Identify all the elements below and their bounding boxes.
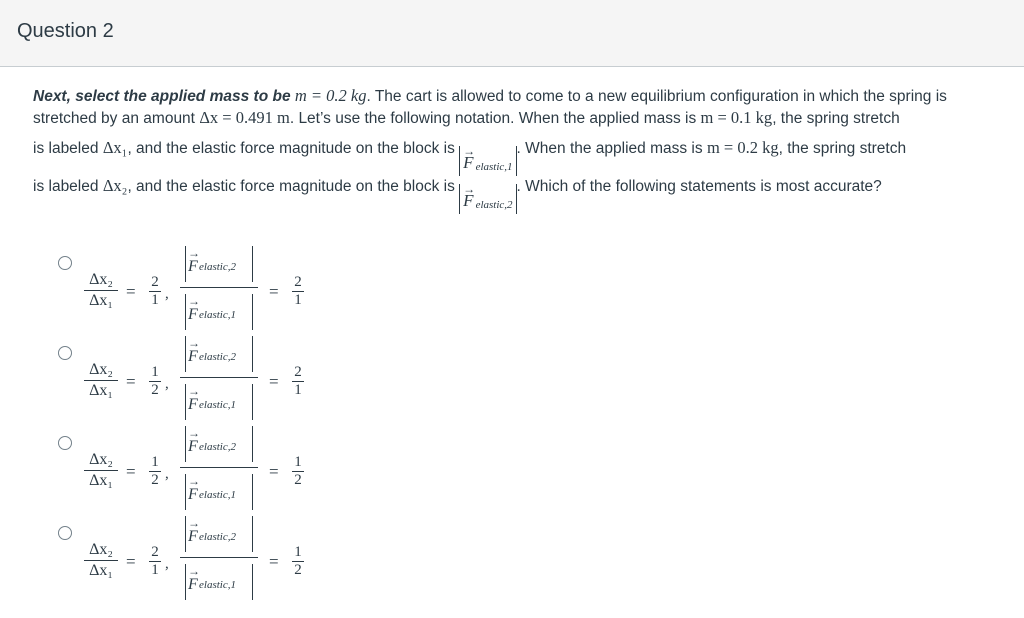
force-subscript: elastic,2 bbox=[199, 351, 236, 363]
comma: , bbox=[165, 376, 169, 392]
value-numerator: 2 bbox=[151, 274, 159, 290]
radio-button[interactable] bbox=[58, 526, 72, 540]
question-line-1 bbox=[33, 85, 1008, 107]
equals-sign: = bbox=[269, 282, 279, 301]
value-denominator: 1 bbox=[294, 292, 302, 308]
force-subscript: elastic,1 bbox=[199, 399, 236, 411]
force-ratio-value bbox=[292, 454, 304, 489]
value-numerator: 1 bbox=[294, 544, 302, 560]
value-numerator: 1 bbox=[294, 454, 302, 470]
equals-sign: = bbox=[269, 372, 279, 391]
question-text-segment: . When the applied mass is bbox=[516, 140, 703, 157]
value-numerator: 2 bbox=[294, 364, 302, 380]
force-vector-symbol: → F bbox=[188, 486, 198, 504]
value-denominator: 2 bbox=[294, 472, 302, 488]
ratio-denominator: Δx₁ bbox=[89, 382, 113, 399]
force-subscript: elastic,1 bbox=[199, 489, 236, 501]
equals-sign: = bbox=[126, 462, 136, 481]
value-numerator: 1 bbox=[151, 364, 159, 380]
mass-equation: m = 0.2 kg bbox=[706, 138, 779, 157]
question-intro: Next, select the applied mass to be bbox=[33, 88, 291, 105]
stretch-ratio bbox=[84, 451, 118, 490]
radio-button[interactable] bbox=[58, 346, 72, 360]
ratio-denominator: Δx₁ bbox=[89, 472, 113, 489]
question-line-3 bbox=[33, 137, 1008, 173]
question-text-segment: . The cart is allowed to come to a new equilibrium configuration in which the spring is bbox=[366, 88, 947, 105]
force-magnitude-1 bbox=[459, 146, 516, 176]
force-subscript: elastic,2 bbox=[199, 261, 236, 273]
force-ratio bbox=[180, 426, 258, 510]
comma: , bbox=[165, 286, 169, 302]
force-vector-symbol: → F bbox=[463, 191, 473, 210]
ratio-numerator: Δx₂ bbox=[89, 451, 113, 468]
answer-option-2[interactable] bbox=[58, 346, 318, 426]
ratio-denominator: Δx₁ bbox=[89, 292, 113, 309]
value-denominator: 1 bbox=[151, 292, 159, 308]
value-denominator: 2 bbox=[151, 472, 159, 488]
mass-equation: m = 0.1 kg bbox=[700, 108, 773, 127]
force-vector-symbol: → F bbox=[188, 258, 198, 276]
force-vector-symbol: → F bbox=[188, 306, 198, 324]
equals-sign: = bbox=[126, 282, 136, 301]
force-ratio bbox=[180, 516, 258, 600]
equals-sign: = bbox=[126, 372, 136, 391]
comma: , bbox=[165, 466, 169, 482]
stretch-ratio bbox=[84, 271, 118, 310]
force-vector-symbol: → F bbox=[188, 528, 198, 546]
force-ratio-value bbox=[292, 274, 304, 309]
question-text-segment: , and the elastic force magnitude on the block is bbox=[127, 178, 455, 195]
force-vector-symbol: → F bbox=[188, 396, 198, 414]
value-denominator: 2 bbox=[294, 562, 302, 578]
stretch-ratio bbox=[84, 541, 118, 580]
force-vector-symbol: → F bbox=[188, 348, 198, 366]
value-denominator: 1 bbox=[294, 382, 302, 398]
question-text-segment: , and the elastic force magnitude on the block is bbox=[127, 140, 455, 157]
ratio-numerator: Δx₂ bbox=[89, 361, 113, 378]
force-subscript: elastic,2 bbox=[199, 531, 236, 543]
question-line-4 bbox=[33, 175, 1008, 211]
question-text-segment: , the spring stretch bbox=[772, 110, 900, 127]
question-text bbox=[33, 85, 1008, 211]
stretch-ratio bbox=[84, 361, 118, 400]
equals-sign: = bbox=[126, 552, 136, 571]
stretch-symbol: Δx₁ bbox=[102, 138, 128, 157]
value-denominator: 2 bbox=[151, 382, 159, 398]
question-text-segment: is labeled bbox=[33, 140, 99, 157]
mass-equation: m = 0.2 kg bbox=[294, 86, 367, 105]
force-subscript: elastic,1 bbox=[475, 161, 513, 173]
ratio-numerator: Δx₂ bbox=[89, 541, 113, 558]
ratio-denominator: Δx₁ bbox=[89, 562, 113, 579]
question-text-segment: is labeled bbox=[33, 178, 99, 195]
value-numerator: 2 bbox=[151, 544, 159, 560]
force-subscript: elastic,2 bbox=[199, 441, 236, 453]
question-text-segment: . Which of the following statements is most accurate? bbox=[516, 178, 882, 195]
stretch-ratio-value bbox=[149, 544, 161, 579]
stretch-symbol: Δx₂ bbox=[102, 176, 128, 195]
equals-sign: = bbox=[269, 552, 279, 571]
question-text-segment: , the spring stretch bbox=[778, 140, 907, 157]
question-header bbox=[0, 0, 1024, 67]
question-line-2 bbox=[33, 107, 1008, 129]
force-subscript: elastic,2 bbox=[475, 199, 513, 211]
force-subscript: elastic,1 bbox=[199, 579, 236, 591]
answer-option-1[interactable] bbox=[58, 256, 318, 336]
stretch-ratio-value bbox=[149, 274, 161, 309]
force-vector-symbol: → F bbox=[188, 576, 198, 594]
force-ratio bbox=[180, 246, 258, 330]
question-title: Question 2 bbox=[17, 20, 114, 42]
answer-option-4[interactable] bbox=[58, 526, 318, 606]
answer-option-3[interactable] bbox=[58, 436, 318, 516]
force-vector-symbol: → F bbox=[463, 153, 473, 172]
stretch-ratio-value bbox=[149, 454, 161, 489]
comma: , bbox=[165, 556, 169, 572]
stretch-equation: Δx = 0.491 m bbox=[199, 108, 290, 127]
value-denominator: 1 bbox=[151, 562, 159, 578]
ratio-numerator: Δx₂ bbox=[89, 271, 113, 288]
radio-button[interactable] bbox=[58, 436, 72, 450]
question-text-segment: . Let’s use the following notation. When the applied mass is bbox=[289, 110, 697, 127]
question-text-segment: stretched by an amount bbox=[33, 110, 195, 127]
force-ratio-value bbox=[292, 544, 304, 579]
radio-button[interactable] bbox=[58, 256, 72, 270]
force-magnitude-2 bbox=[459, 184, 516, 214]
value-numerator: 1 bbox=[151, 454, 159, 470]
equals-sign: = bbox=[269, 462, 279, 481]
force-ratio bbox=[180, 336, 258, 420]
force-ratio-value bbox=[292, 364, 304, 399]
value-numerator: 2 bbox=[294, 274, 302, 290]
force-vector-symbol: → F bbox=[188, 438, 198, 456]
force-subscript: elastic,1 bbox=[199, 309, 236, 321]
stretch-ratio-value bbox=[149, 364, 161, 399]
